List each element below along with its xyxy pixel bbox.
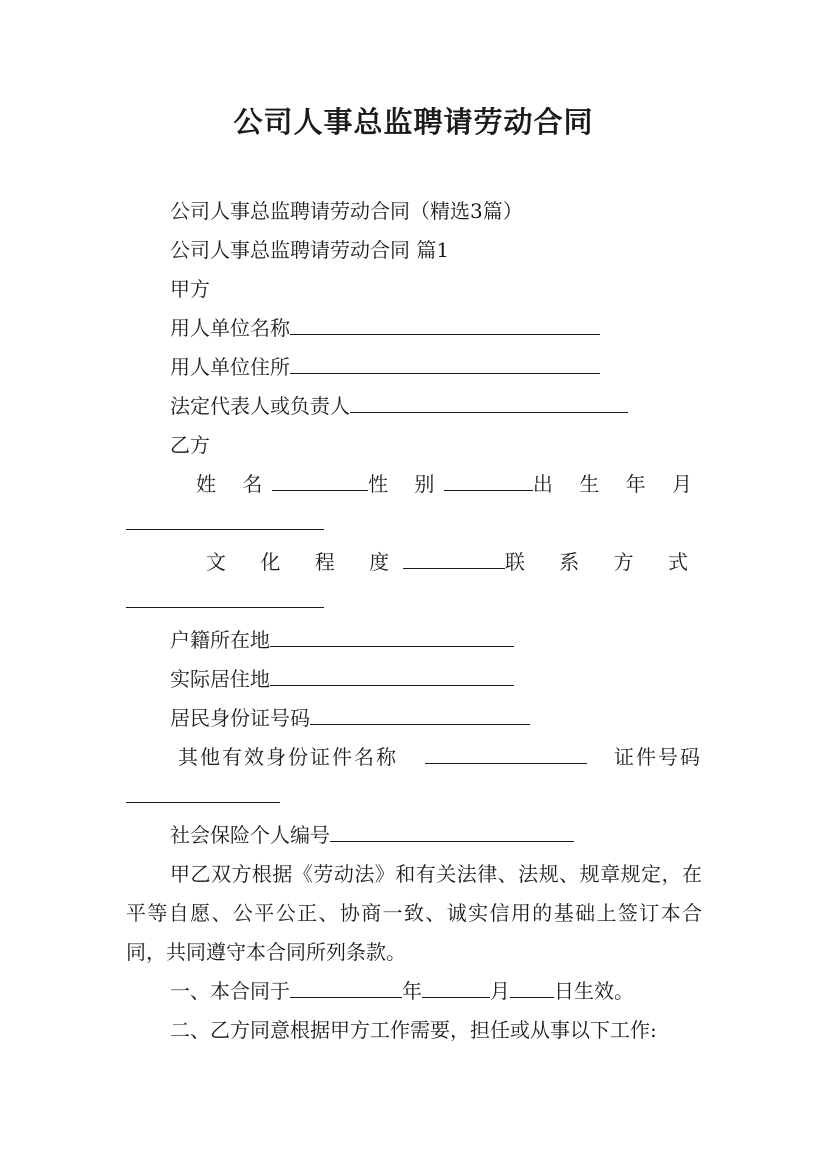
- section-heading: 公司人事总监聘请劳动合同 篇1: [170, 238, 450, 262]
- id-number-label: 居民身份证号码: [170, 706, 310, 730]
- gender-label: 性 别: [368, 472, 445, 496]
- personal-info-row: [196, 465, 702, 504]
- birth-blank[interactable]: [126, 511, 324, 530]
- legal-rep-blank[interactable]: [350, 394, 628, 413]
- cert-number-label: 证件号码: [614, 745, 702, 769]
- document-subtitle: 公司人事总监聘请劳动合同（精选3篇）: [170, 199, 523, 223]
- party-a-label: 甲方: [170, 277, 210, 301]
- social-insurance-row: [170, 816, 702, 855]
- cert-number-blank[interactable]: [126, 784, 280, 803]
- clause-1-year: 年: [402, 979, 422, 1003]
- clause-1-month-blank[interactable]: [422, 979, 490, 998]
- hukou-label: 户籍所在地: [170, 628, 270, 652]
- legal-rep-row: [170, 387, 702, 426]
- contact-blank-row: [126, 582, 702, 621]
- clause-2: 二、乙方同意根据甲方工作需要，担任或从事以下工作:: [170, 1018, 657, 1042]
- other-id-blank[interactable]: [425, 745, 587, 764]
- employer-address-blank[interactable]: [290, 355, 600, 374]
- education-label: 文 化 程 度: [206, 550, 404, 574]
- id-number-blank[interactable]: [310, 706, 530, 725]
- cert-number-blank-row: [126, 777, 702, 816]
- birth-blank-row: [126, 504, 702, 543]
- hukou-row: [170, 621, 702, 660]
- clause-1-day-blank[interactable]: [510, 979, 554, 998]
- contact-blank[interactable]: [126, 589, 324, 608]
- education-row: [206, 543, 702, 582]
- id-number-row: [170, 699, 702, 738]
- social-insurance-blank[interactable]: [330, 823, 574, 842]
- contact-label: 联 系 方 式: [504, 550, 702, 574]
- party-b-label: 乙方: [170, 433, 210, 457]
- clause-1-day: 日生效。: [554, 979, 634, 1003]
- hukou-blank[interactable]: [270, 628, 514, 647]
- birth-label: 出 生 年 月: [532, 472, 702, 496]
- employer-name-blank[interactable]: [290, 316, 600, 335]
- clause-1-text: 一、本合同于: [170, 979, 290, 1003]
- document-title: 公司人事总监聘请劳动合同: [233, 105, 594, 139]
- name-label: 姓 名: [196, 472, 273, 496]
- social-insurance-label: 社会保险个人编号: [170, 823, 330, 847]
- employer-address-label: 用人单位住所: [170, 355, 290, 379]
- clause-1: [170, 972, 702, 1011]
- gender-blank[interactable]: [444, 472, 532, 491]
- name-blank[interactable]: [272, 472, 368, 491]
- employer-name-label: 用人单位名称: [170, 316, 290, 340]
- clause-1-month: 月: [490, 979, 510, 1003]
- other-id-label: 其他有效身份证件名称: [178, 745, 398, 769]
- agreement-paragraph: 甲乙双方根据《劳动法》和有关法律、法规、规章规定，在平等自愿、公平公正、协商一致、诚实信用的基础上签订本合同，共同遵守本合同所列条款。: [126, 862, 702, 964]
- other-id-row: [178, 738, 702, 777]
- employer-name-row: [170, 309, 702, 348]
- clause-1-year-blank[interactable]: [290, 979, 402, 998]
- residence-label: 实际居住地: [170, 667, 270, 691]
- employer-address-row: [170, 348, 702, 387]
- legal-rep-label: 法定代表人或负责人: [170, 394, 350, 418]
- residence-row: [170, 660, 702, 699]
- residence-blank[interactable]: [270, 667, 514, 686]
- education-blank[interactable]: [403, 550, 505, 569]
